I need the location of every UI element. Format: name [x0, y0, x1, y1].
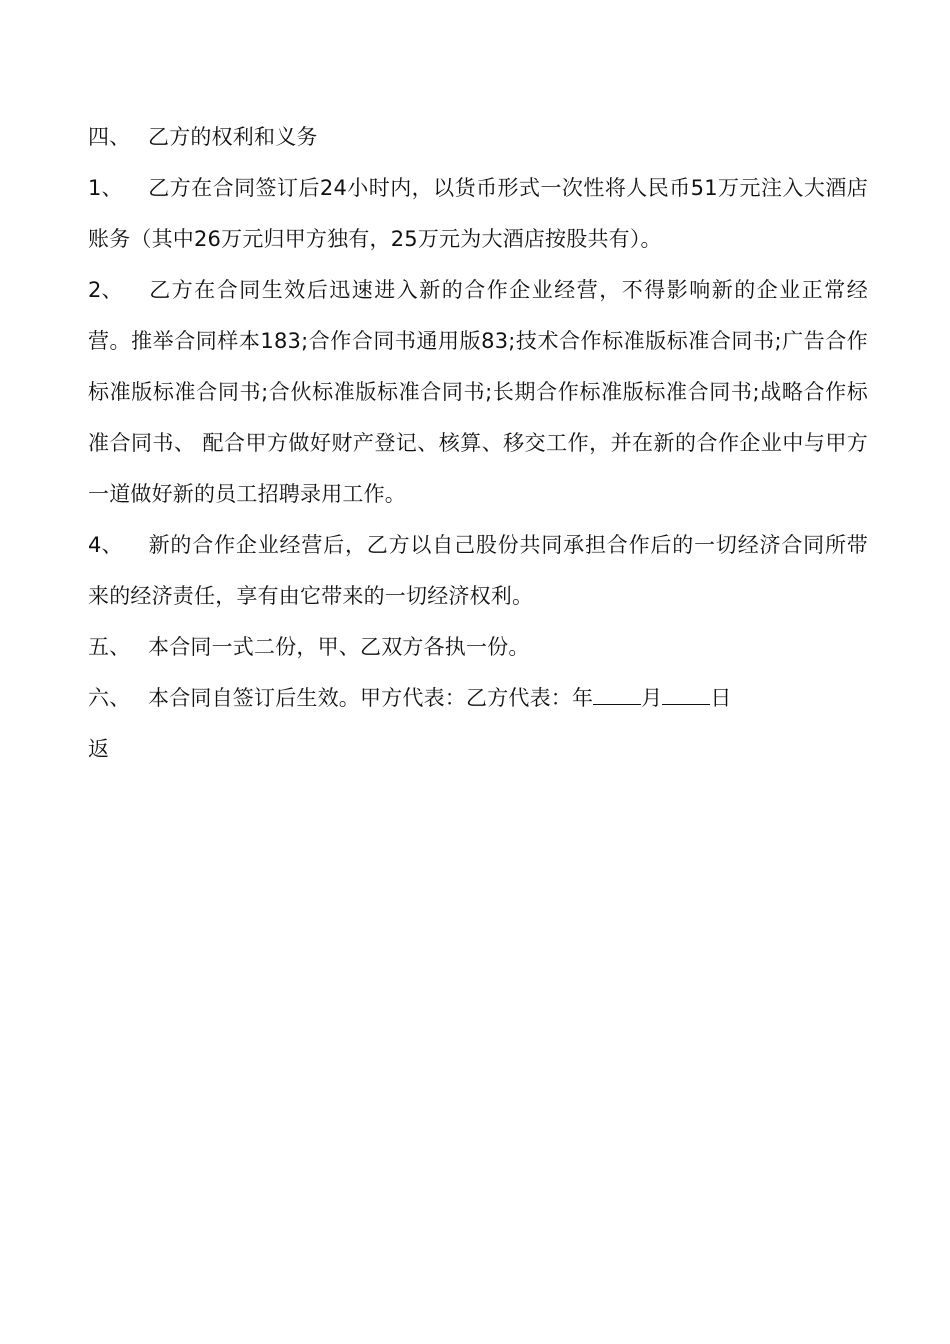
paragraph-number: 五、	[88, 635, 131, 659]
section-six-signature	[88, 673, 868, 724]
month-label: 月	[641, 686, 663, 710]
paragraph-text: 乙方在合同签订后24小时内，以货币形式一次性将人民币51万元注入大酒店账务（其中26万元归甲方独有，25万元为大酒店按股共有）。	[88, 176, 868, 251]
clause-2	[88, 265, 868, 520]
month-blank	[593, 682, 641, 705]
paragraph-text: 新的合作企业经营后，乙方以自己股份共同承担合作后的一切经济合同所带来的经济责任，享有由它带来的一切经济权利。	[88, 533, 868, 608]
footer-text: 返	[88, 737, 110, 761]
paragraph-number: 1、	[88, 176, 123, 200]
clause-4	[88, 520, 868, 622]
paragraph-number: 四、	[88, 125, 131, 149]
clause-1	[88, 163, 868, 265]
section-five	[88, 622, 868, 673]
day-blank	[662, 682, 710, 705]
section-four-heading	[88, 112, 868, 163]
day-label: 日	[710, 686, 732, 710]
signature-text: 本合同自签订后生效。甲方代表：乙方代表：年	[148, 686, 594, 710]
paragraph-number: 2、	[88, 278, 123, 302]
paragraph-number: 六、	[88, 686, 131, 710]
paragraph-number: 4、	[88, 533, 123, 557]
paragraph-text: 乙方的权利和义务	[148, 125, 318, 149]
document-body	[88, 112, 868, 775]
paragraph-text: 本合同一式二份，甲、乙双方各执一份。	[148, 635, 530, 659]
paragraph-text: 乙方在合同生效后迅速进入新的合作企业经营，不得影响新的企业正常经营。推举合同样本183;合作合同书通用版83;技术合作标准版标准合同书;广告合作标准版标准合同书;合伙标准版标准合同书;长期合作标准版标准合同书;战略合作标准合同书、 配合甲方做好财产登记、核算、移交工作，并在新的合作企业中与甲方一道做好新的员工招聘录用工作。	[88, 278, 868, 506]
